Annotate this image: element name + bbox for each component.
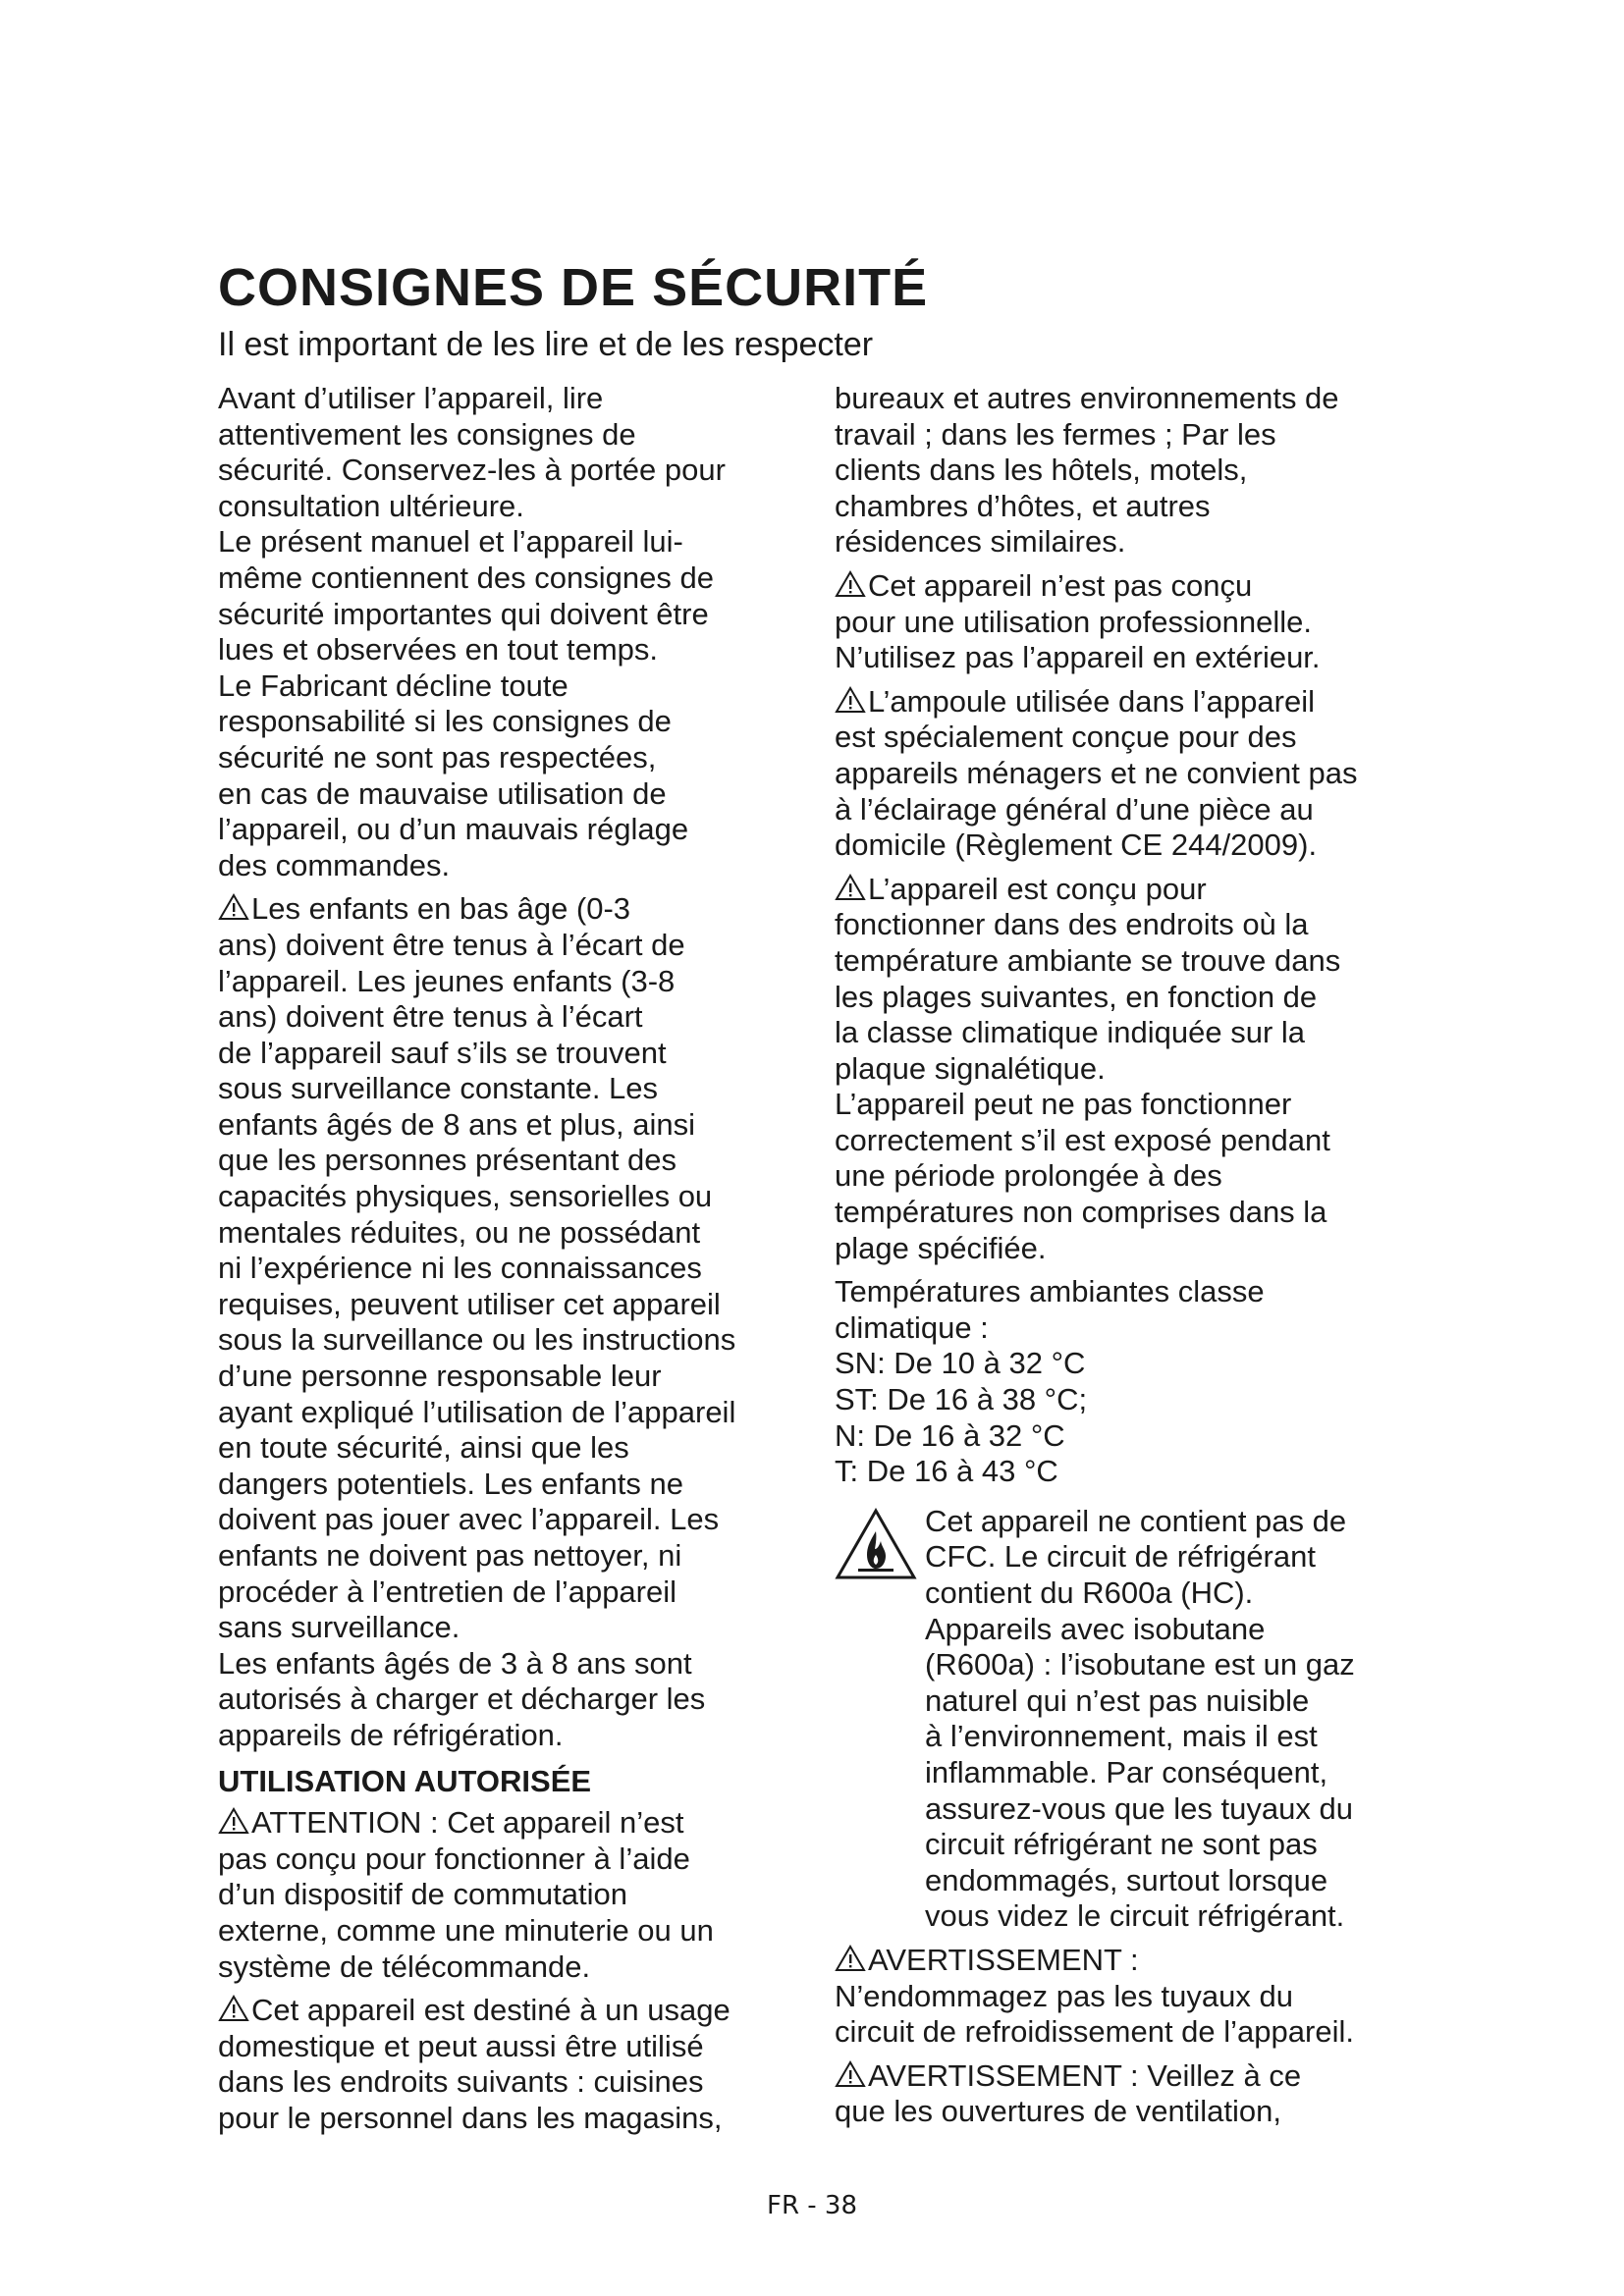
climate-class-list	[835, 1346, 1443, 1489]
warning-icon	[835, 686, 866, 714]
page-subtitle: Il est important de les lire et de les respecter	[218, 326, 874, 363]
domestic-use-warning	[218, 1993, 807, 2136]
warning-icon	[218, 1995, 249, 2022]
locations-paragraph: bureaux et autres environnements de travail ; dans les fermes ; Par les clients dans les hôtels, motels, chambres d’hôtes, et autres résidences similaires.	[835, 381, 1339, 560]
manual-paragraph: Le présent manuel et l’appareil lui- même contiennent des consignes de sécurité importantes qui doivent être lues et observées en tout temps.	[218, 524, 714, 667]
children-warning-text: Les enfants en bas âge (0-3 ans) doivent être tenus à l’écart de l’appareil. Les jeunes enfants (3-8 ans) doivent être tenus à l’écart de l’appareil sauf s’ils se trouvent sous surveillance constante. Les enfants âgés de 8 ans et plus, ainsi que les personnes présentant des capacités physiques, sensorielles ou mentales réduites, ou ne possédant ni l’expérience ni les connaissances requises, peuvent utiliser cet appareil sous la surveillance ou les instructions d’une personne responsable leur ayant expliqué l’utilisation de l’appareil en toute sécurité, ainsi que les dangers potentiels. Les enfants ne doivent pas jouer avec l’appareil. Les enfants ne doivent pas nettoyer, ni procéder à l’entretien de l’appareil sans surveillance.	[218, 891, 736, 1645]
domestic-use-warning-text: Cet appareil est destiné à un usage domestique et peut aussi être utilisé dans les endroits suivants : cuisines pour le personnel dans les magasins,	[218, 1993, 731, 2135]
warning-icon	[218, 1807, 249, 1835]
climate-class-item: SN: De 10 à 32 °C	[835, 1346, 1086, 1381]
children-loading-paragraph: Les enfants âgés de 3 à 8 ans sont autorisés à charger et décharger les appareils de réfrigération.	[218, 1645, 706, 1752]
bulb-warning	[835, 684, 1443, 864]
section-heading-authorized-use: UTILISATION AUTORISÉE	[218, 1763, 592, 1798]
temperature-warning-text: L’appareil est conçu pour fonctionner dans des endroits où la température ambiante se trouve dans les plages suivantes, en fonction de la classe climatique indiquée sur la plaque signalétique.	[835, 871, 1341, 1086]
refrigerant-notice	[835, 1504, 1443, 1935]
warning-icon	[835, 874, 866, 901]
page-title: CONSIGNES DE SÉCURITÉ	[218, 258, 929, 317]
climate-class-heading: Températures ambiantes classe climatique :	[835, 1274, 1265, 1345]
temperature-warning	[835, 872, 1443, 1088]
intro-paragraph: Avant d’utiliser l’appareil, lire attentivement les consignes de sécurité. Conservez-les à portée pour consultation ultérieure.	[218, 381, 726, 523]
manufacturer-paragraph: Le Fabricant décline toute responsabilité si les consignes de sécurité ne sont pas respectées, en cas de mauvaise utilisation de l’appareil, ou d’un mauvais réglage des commandes.	[218, 667, 689, 882]
climate-class-item: ST: De 16 à 38 °C;	[835, 1382, 1088, 1417]
cooling-circuit-warning-text: AVERTISSEMENT : N’endommagez pas les tuyaux du circuit de refroidissement de l’appareil.	[835, 1942, 1354, 2050]
professional-use-warning	[835, 568, 1443, 676]
warning-icon	[835, 570, 866, 598]
cooling-circuit-warning	[835, 1943, 1443, 2051]
climate-class-item: N: De 16 à 32 °C	[835, 1417, 1065, 1453]
attention-warning	[218, 1805, 807, 1985]
attention-warning-text: ATTENTION : Cet appareil n’est pas conçu pour fonctionner à l’aide d’un dispositif de commutation externe, comme une minuterie ou un système de télécommande.	[218, 1805, 714, 1984]
flammable-warning-icon	[835, 1508, 917, 1580]
professional-use-warning-text: Cet appareil n’est pas conçu pour une utilisation professionnelle. N’utilisez pas l’appareil en extérieur.	[835, 567, 1321, 675]
refrigerant-notice-text: Cet appareil ne contient pas de CFC. Le circuit de réfrigérant contient du R600a (HC). Appareils avec isobutane (R600a) : l’isobutane est un gaz naturel qui n’est pas nuisible à l’environnement, mais il est inflammable. Par conséquent, assurez-vous que les tuyaux du circuit réfrigérant ne sont pas endommagés, surtout lorsque vous videz le circuit réfrigérant.	[925, 1503, 1355, 1934]
warning-icon	[835, 2060, 866, 2088]
children-warning	[218, 891, 807, 1645]
ventilation-warning-text: AVERTISSEMENT : Veillez à ce que les ouvertures de ventilation,	[835, 2057, 1302, 2129]
malfunction-paragraph: L’appareil peut ne pas fonctionner correctement s’il est exposé pendant une période prolongée à des températures non comprises dans la plage spécifiée.	[835, 1087, 1330, 1265]
ventilation-warning	[835, 2058, 1443, 2130]
bulb-warning-text: L’ampoule utilisée dans l’appareil est spécialement conçue pour des appareils ménagers et ne convient pas à l’éclairage général d’une pièce au domicile (Règlement CE 244/2009).	[835, 683, 1358, 863]
warning-icon	[835, 1945, 866, 1972]
warning-icon	[218, 893, 249, 921]
climate-class-item: T: De 16 à 43 °C	[835, 1454, 1058, 1489]
page-number: FR - 38	[766, 2191, 857, 2220]
left-column	[218, 381, 807, 2137]
right-column	[835, 381, 1443, 2130]
